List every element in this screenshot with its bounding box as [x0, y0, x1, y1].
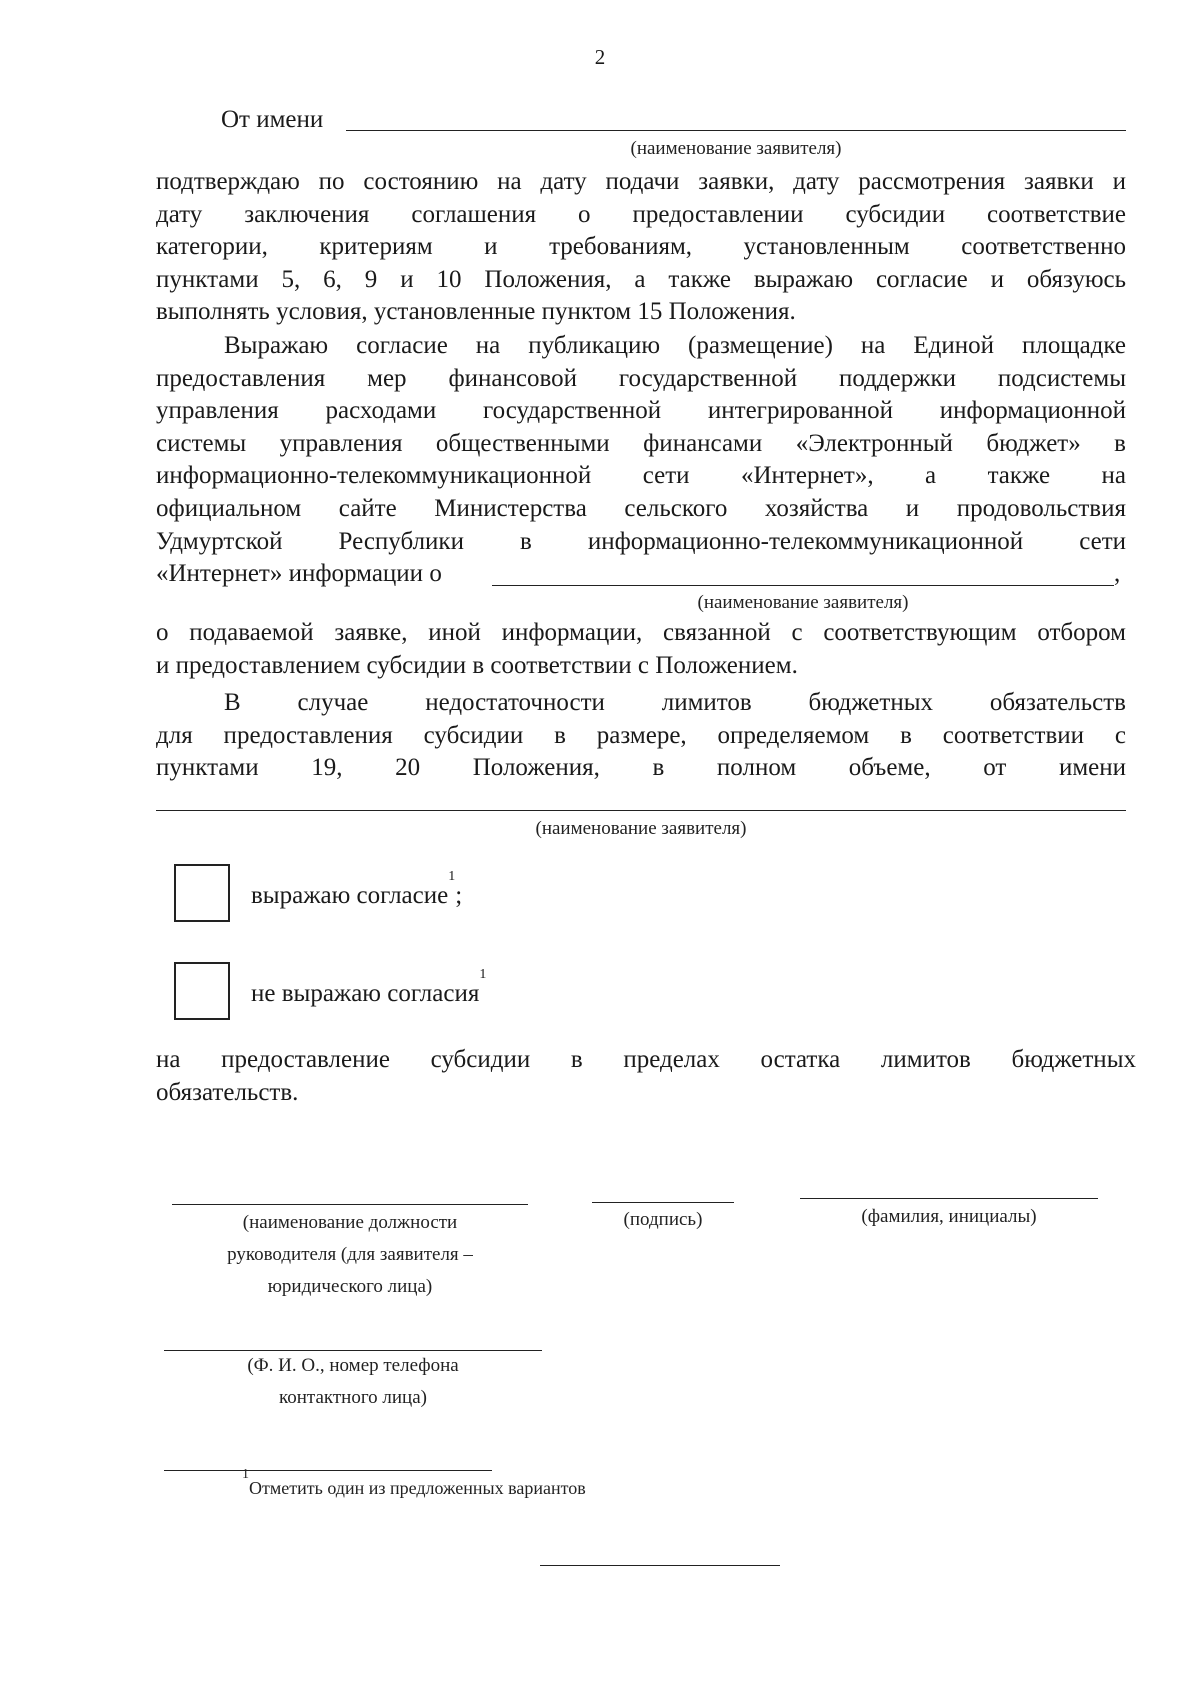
paragraph-line: Удмуртской Республики в информационно-телекоммуникационной сети	[156, 527, 1126, 555]
paragraph-line: выполнять условия, установленные пунктом 15 Положения.	[156, 298, 796, 326]
paragraph-remaining-limits	[156, 1044, 1136, 1109]
position-caption	[172, 1207, 528, 1303]
footnote-separator	[164, 1470, 492, 1471]
applicant-name-line-3	[156, 810, 1126, 811]
paragraph-publication	[156, 330, 1126, 558]
paragraph-line: управления расходами государственной интегрированной информационной	[156, 397, 1126, 425]
applicant-caption-2: (наименование заявителя)	[697, 592, 909, 613]
info-comma: ,	[1114, 560, 1121, 587]
paragraph-line: пунктами 19, 20 Положения, в полном объеме, от имени	[156, 754, 1126, 782]
no-consent-checkbox[interactable]	[174, 962, 230, 1020]
paragraph-line: пунктами 5, 6, 9 и 10 Положения, а также выражаю согласие и обязуюсь	[156, 265, 1126, 293]
consent-option	[251, 869, 463, 913]
applicant-info-line	[492, 585, 1114, 586]
caption-line: контактного лица)	[278, 1387, 427, 1408]
paragraph-confirmation	[156, 166, 1126, 329]
paragraph-line: о подаваемой заявке, иной информации, связанной с соответствующим отбором	[156, 619, 1126, 646]
footnote-ref: 1	[479, 967, 487, 982]
paragraph-line: информационно-телекоммуникационной сети «Интернет», а также на	[156, 462, 1126, 490]
paragraph-line: официальном сайте Министерства сельского хозяйства и продовольствия	[156, 494, 1126, 522]
no-consent-label: не выражаю согласия	[251, 980, 480, 1007]
paragraph-line: предоставления мер финансовой государственной поддержки подсистемы	[156, 364, 1126, 392]
paragraph-line: системы управления общественными финансами «Электронный бюджет» в	[156, 429, 1126, 457]
applicant-caption: (наименование заявителя)	[630, 138, 842, 159]
consent-label: выражаю согласие	[251, 882, 449, 909]
paragraph-line: В случае недостаточности лимитов бюджетных обязательств	[224, 689, 1126, 716]
signature-caption: (подпись)	[623, 1209, 703, 1230]
position-line	[172, 1204, 528, 1205]
paragraph-submission	[156, 617, 1126, 682]
intro-label: От имени	[221, 106, 324, 133]
no-consent-option	[251, 967, 487, 1011]
paragraph-line: категории, критериям и требованиям, установленным соответственно	[156, 233, 1126, 261]
paragraph-line: для предоставления субсидии в размере, определяемом в соответствии с	[156, 721, 1126, 749]
name-line	[800, 1198, 1098, 1199]
contact-caption	[164, 1350, 542, 1414]
caption-line: (Ф. И. О., номер телефона	[247, 1355, 459, 1376]
paragraph-line: обязательств.	[156, 1078, 299, 1106]
page-number: 2	[594, 45, 606, 69]
footnote-ref: 1	[448, 869, 456, 884]
paragraph-line: подтверждаю по состоянию на дату подачи заявки, дату рассмотрения заявки и	[156, 168, 1126, 195]
caption-line: (наименование должности	[242, 1212, 458, 1233]
caption-line: руководителя (для заявителя –	[227, 1244, 473, 1265]
name-caption: (фамилия, инициалы)	[861, 1206, 1037, 1227]
footnote-mark: 1	[242, 1467, 249, 1482]
paragraph-line: и предоставлением субсидии в соответствии с Положением.	[156, 651, 798, 679]
footnote	[242, 1467, 586, 1499]
applicant-caption-3: (наименование заявителя)	[535, 818, 747, 839]
signature-line	[592, 1202, 734, 1203]
paragraph-line: Выражаю согласие на публикацию (размещение) на Единой площадке	[224, 332, 1126, 359]
info-label: «Интернет» информации о	[156, 560, 442, 587]
caption-line: юридического лица)	[267, 1276, 433, 1297]
applicant-name-line	[346, 130, 1126, 131]
paragraph-line: на предоставление субсидии в пределах остатка лимитов бюджетных	[156, 1046, 1136, 1073]
consent-checkbox[interactable]	[174, 864, 230, 922]
footnote-text: Отметить один из предложенных вариантов	[249, 1478, 586, 1498]
end-line	[540, 1565, 780, 1566]
paragraph-line: дату заключения соглашения о предоставлении субсидии соответствие	[156, 200, 1126, 228]
paragraph-limits	[156, 687, 1126, 785]
consent-suffix: ;	[455, 882, 463, 909]
